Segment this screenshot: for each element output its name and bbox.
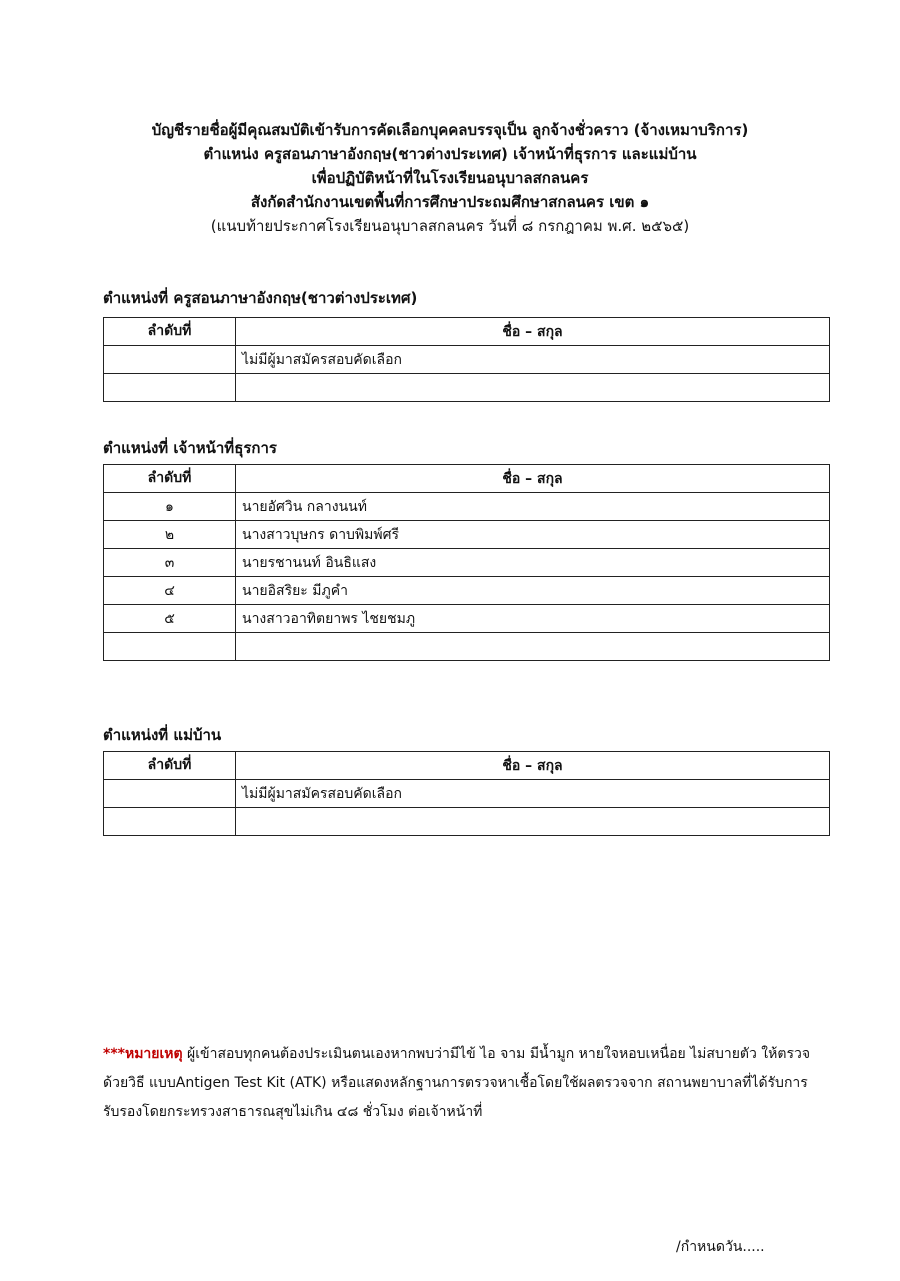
- header-title-line-3: เพื่อปฏิบัติหน้าที่ในโรงเรียนอนุบาลสกลนคร: [311, 169, 589, 187]
- continuation-marker: /กำหนดวัน.....: [676, 1239, 765, 1255]
- cell-seq: [104, 780, 236, 808]
- cell-name: ไม่มีผู้มาสมัครสอบคัดเลือก: [236, 780, 830, 808]
- table-row: [104, 549, 830, 577]
- header-title-line-4: สังกัดสำนักงานเขตพื้นที่การศึกษาประถมศึกษาสกลนคร เขต ๑: [250, 193, 650, 211]
- cell-seq: [104, 374, 236, 402]
- section-title-english-teacher: ตำแหน่งที่ ครูสอนภาษาอังกฤษ(ชาวต่างประเทศ): [103, 289, 418, 307]
- table-english-teacher: [103, 317, 830, 402]
- cell-seq: ๕: [104, 605, 236, 633]
- table-row: [104, 374, 830, 402]
- header-name: ชื่อ – สกุล: [236, 465, 830, 493]
- table-row: [104, 346, 830, 374]
- table-row: [104, 605, 830, 633]
- cell-name: [236, 374, 830, 402]
- cell-seq: ๑: [104, 493, 236, 521]
- header-seq: ลำดับที่: [104, 752, 236, 780]
- header-seq: ลำดับที่: [104, 318, 236, 346]
- header-title-line-1: บัญชีรายชื่อผู้มีคุณสมบัติเข้ารับการคัดเลือกบุคคลบรรจุเป็น ลูกจ้างชั่วคราว (จ้างเหมาบริการ): [151, 121, 749, 139]
- cell-seq: [104, 346, 236, 374]
- table-row: [104, 493, 830, 521]
- cell-name: [236, 633, 830, 661]
- remark-note: [103, 1040, 833, 1127]
- cell-name: นายอัศวิน กลางนนท์: [236, 493, 830, 521]
- remark-label: ***หมายเหตุ: [103, 1046, 183, 1062]
- table-row: [104, 633, 830, 661]
- cell-name: นายรชานนท์ อินธิแสง: [236, 549, 830, 577]
- table-housekeeper: [103, 751, 830, 836]
- table-header-row: [104, 318, 830, 346]
- cell-name: [236, 808, 830, 836]
- header-annex-note: (แนบท้ายประกาศโรงเรียนอนุบาลสกลนคร วันที่ ๘ กรกฎาคม พ.ศ. ๒๕๖๕): [210, 217, 690, 235]
- cell-seq: ๓: [104, 549, 236, 577]
- section-title-housekeeper: ตำแหน่งที่ แม่บ้าน: [103, 726, 222, 744]
- header-name: ชื่อ – สกุล: [236, 752, 830, 780]
- cell-seq: ๒: [104, 521, 236, 549]
- cell-name: นายอิสริยะ มีภูคำ: [236, 577, 830, 605]
- cell-seq: ๔: [104, 577, 236, 605]
- table-header-row: [104, 752, 830, 780]
- document-header: [0, 118, 900, 238]
- cell-seq: [104, 808, 236, 836]
- table-row: [104, 780, 830, 808]
- section-title-admin-officer: ตำแหน่งที่ เจ้าหน้าที่ธุรการ: [103, 439, 277, 457]
- table-row: [104, 521, 830, 549]
- table-row: [104, 808, 830, 836]
- table-header-row: [104, 465, 830, 493]
- header-title-line-2: ตำแหน่ง ครูสอนภาษาอังกฤษ(ชาวต่างประเทศ) เจ้าหน้าที่ธุรการ และแม่บ้าน: [203, 145, 697, 163]
- cell-name: ไม่มีผู้มาสมัครสอบคัดเลือก: [236, 346, 830, 374]
- cell-name: นางสาวบุษกร ดาบพิมพ์ศรี: [236, 521, 830, 549]
- header-name: ชื่อ – สกุล: [236, 318, 830, 346]
- header-seq: ลำดับที่: [104, 465, 236, 493]
- remark-text: ผู้เข้าสอบทุกคนต้องประเมินตนเองหากพบว่ามีไข้ ไอ จาม มีน้ำมูก หายใจหอบเหนื่อย ไม่สบายตัว ให้ตรวจด้วยวิธี แบบAntigen Test Kit (ATK) หรือแสดงหลักฐานการตรวจหาเชื้อโดยใช้ผลตรวจจาก สถานพยาบาลที่ได้รับการรับรองโดยกระทรวงสาธารณสุขไม่เกิน ๔๘ ชั่วโมง ต่อเจ้าหน้าที่: [103, 1046, 811, 1120]
- cell-name: นางสาวอาทิตยาพร ไชยชมภู: [236, 605, 830, 633]
- cell-seq: [104, 633, 236, 661]
- table-admin-officer: [103, 464, 830, 661]
- table-row: [104, 577, 830, 605]
